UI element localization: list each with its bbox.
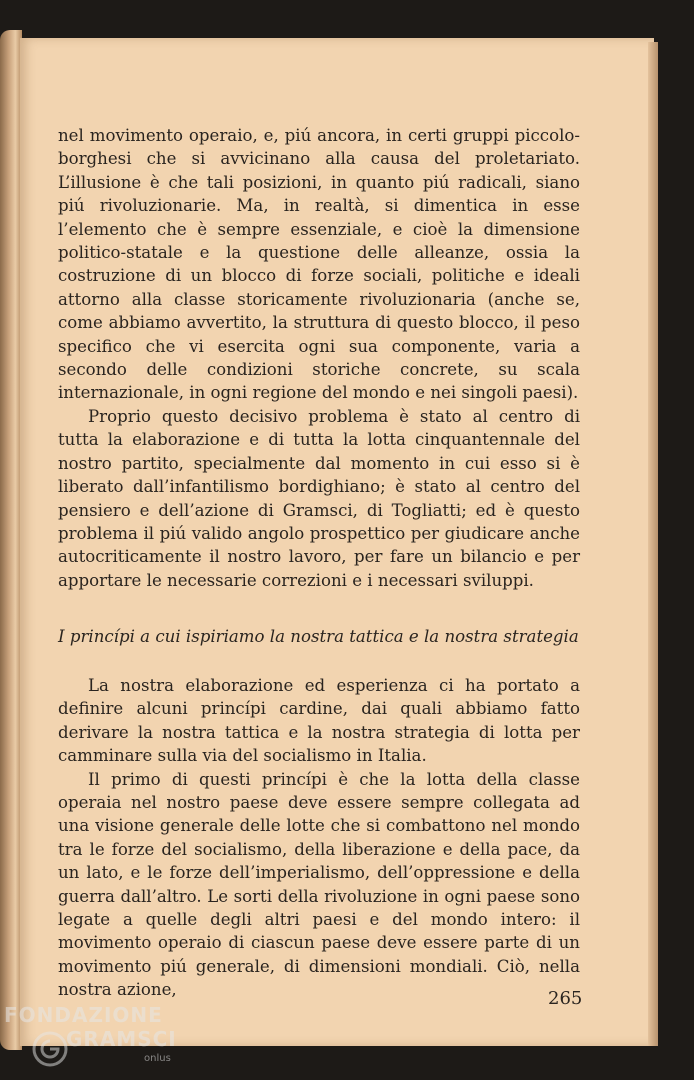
paragraph: Il primo di questi princípi è che la lotta della classe operaia nel nostro paese deve essere sempre collegata ad una visione generale delle lotte che si combattono nel mondo tra le forze del socialismo, della liberazione e della pace, da un lato, e le forze dell’imperialismo, dell’oppressione e della guerra dall’altro. Le sorti della rivoluzione in ogni paese sono legate a quelle degli altri paesi e del mondo intero: il movimento operaio di ciascun paese deve essere parte di un movimento piú generale, di dimensioni mondiali. Ciò, nella nostra azione, xyxy=(58,769,580,1000)
page-number: 265 xyxy=(548,988,583,1009)
watermark-text: FONDAZIONE xyxy=(4,1003,163,1027)
body-text-top xyxy=(58,124,580,592)
fondazione-gramsci-watermark xyxy=(4,1003,194,1073)
page-stack-edge xyxy=(648,42,658,1046)
watermark-subtext: onlus xyxy=(144,1053,171,1064)
paragraph: nel movimento operaio, e, piú ancora, in certi gruppi piccolo-borghesi che si avvicinano alla causa del proletariato. L’illusione è che tali posizioni, in quanto piú radicali, siano piú rivoluzionarie. Ma, in realtà, si dimentica in esse l’elemento che è sempre essenziale, e cioè la dimensione politico-statale e la questione delle alleanze, ossia la costruzione di un blocco di forze sociali, politiche e ideali attorno alla classe storicamente rivoluzionaria (anche se, come abbiamo avvertito, la struttura di questo blocco, il peso specifico che vi esercita ogni sua componente, varia a secondo delle condizioni storiche concrete, su scala internazionale, in ogni regione del mondo e nei singoli paesi). xyxy=(58,126,580,403)
paragraph: Proprio questo decisivo problema è stato al centro di tutta la elaborazione e di tutta la lotta cinquantennale del nostro partito, specialmente dal momento in cui esso si è liberato dall’infantilismo bordighiano; è stato al centro del pensiero e dell’azione di Gramsci, di Togliatti; ed è questo problema il piú valido angolo prospettico per giudicare anche autocriticamente il nostro lavoro, per fare un bilancio e per apportare le necessarie correzioni e i necessari sviluppi. xyxy=(58,406,580,590)
section-heading: I princípi a cui ispiriamo la nostra tattica e la nostra strategia xyxy=(58,627,579,646)
book-spine-edge xyxy=(0,30,22,1050)
watermark-text: GRAMSCI xyxy=(66,1027,177,1051)
watermark-logo-icon xyxy=(30,1029,70,1069)
body-text-bottom xyxy=(58,674,580,1002)
paragraph: La nostra elaborazione ed esperienza ci ha portato a definire alcuni princípi cardine, dai quali abbiamo fatto derivare la nostra tattica e la nostra strategia di lotta per camminare sulla via del socialismo in Italia. xyxy=(58,676,580,766)
